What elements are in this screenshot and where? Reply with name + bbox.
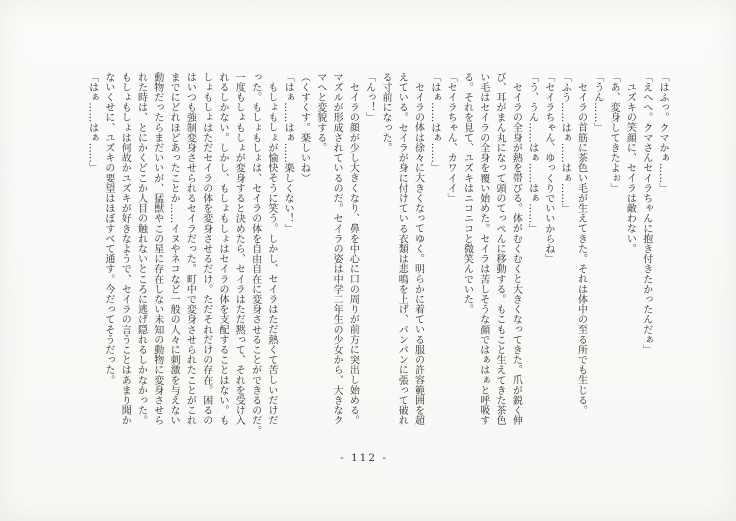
text-line: び、耳がまん丸になって頭のてっぺんに移動する。もこもこと生えてきた茶色 [494, 72, 506, 426]
text-line: 動物だったらまだいいが、猛獣やこの星に存在しない未知の動物に変身させら [151, 72, 163, 426]
text-line: えている。セイラが身に付けている衣類は悲鳴を上げ、パンパンに張って破れ [396, 72, 408, 426]
text-line: ユズキの笑顔に、セイラは敵わない。 [624, 82, 636, 254]
text-line: 「セイラちゃん、ゆっくりでいいからね」 [542, 72, 554, 264]
text-line: 「はぁ……はぁ……」 [86, 72, 98, 173]
text-line: ないくせに、ユズキの要望はほぼすべて通す。今だってそうだった。 [102, 72, 114, 386]
text-line: 「セイラちゃん、カワイイ」 [445, 72, 457, 204]
text-line: セイラの体は徐々に大きくなってゆく。明らかに着ている服の許容範囲を超 [412, 82, 424, 426]
text-line: セイラの顔が少し大きくなり、鼻を中心に口の周りが前方に突出し始める。 [347, 82, 359, 426]
text-line: もしょもしょが愉快そうに笑う。しかし、セイラはただ熱くて苦しいだけだ [265, 82, 277, 426]
text-line: 「ふう……はぁ……はぁ……」 [559, 72, 571, 214]
text-line: 「はぁ……はぁ……楽しくない！」 [282, 72, 294, 234]
vertical-text-area [83, 72, 670, 460]
text-line: い毛はセイラの全身を覆い始めた。セイラは苦しそうな顔ではぁはぁと呼吸す [477, 72, 489, 426]
text-line: る。それを見て、ユズキはニコニコと微笑んでいた。 [461, 72, 473, 315]
text-line: れるしかない。しかし、もしょもしょはセイラの体を支配することはない。も [216, 72, 228, 426]
text-line: 「うん……」 [591, 72, 603, 133]
text-line: しょもしょはただセイラの体を変身させるだけ。ただそれだけの存在。困るの [200, 72, 212, 426]
page-number: - 112 - [340, 452, 388, 464]
text-line: セイラの首筋に茶色い毛が生えてきた。それは体中の至る所でも生じる。 [575, 82, 587, 416]
text-line: マズルが形成されているのだ。セイラの姿は中学二年生の少女から、大きなク [331, 72, 343, 426]
text-line: （くすくす。楽しいね） [298, 72, 310, 184]
text-line: る寸前になった。 [379, 72, 391, 153]
text-line: もしょもしょは何故かユズキが好きなようで、セイラの言うことはあまり聞か [119, 72, 131, 426]
text-line: 「えへへ。クマさんセイラちゃんに抱き付きたかったんだぁ」 [640, 72, 652, 355]
text-line: った。もしょもしょは、セイラの体を自由自在に変身させることができるのだ。 [249, 72, 261, 436]
text-line: 「はぁ……はぁ……」 [428, 72, 440, 173]
text-line: はいつも強制変身させられるセイラだった。町中で変身させられたことがこれ [184, 72, 196, 426]
text-line: 「んっ！」 [363, 72, 375, 123]
text-line: 一度もしょもしょが変身すると決めたら、セイラはただ黙って、それを受け入 [233, 72, 245, 426]
text-line: マへと変貌する。 [314, 72, 326, 153]
text-line: れた時は、とにかくどこか人目の触れないところに逃げ隠れるしかなかった。 [135, 72, 147, 426]
text-line: までにどれほどあったことか……イヌやネコなど一般の人々に刺激を与えない [168, 72, 180, 426]
text-line: 「あ、変身してきたよぉ」 [608, 72, 620, 194]
text-line: 「はふっ。クマかぁ……」 [657, 72, 668, 194]
text-line: セイラの全身が熱を帯びる。体がむくむくと大きくなってきた。爪が鋭く伸 [510, 82, 522, 426]
text-line: 「う、うん……はぁ……はぁ……」 [526, 72, 538, 234]
